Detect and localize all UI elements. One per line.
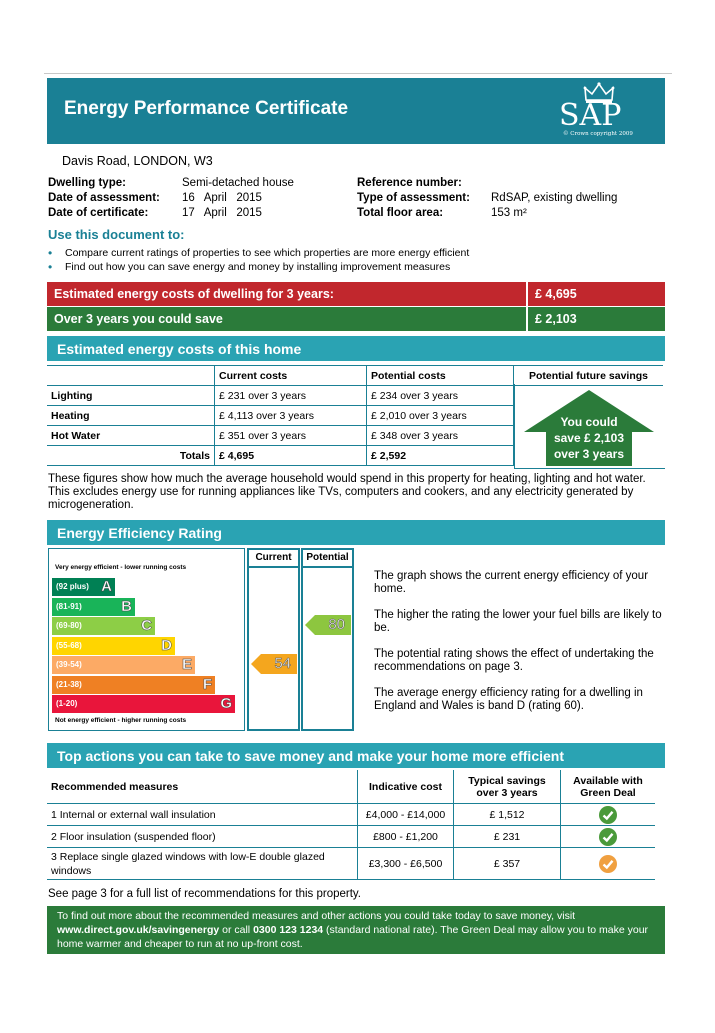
actions-section-heading [47,743,665,768]
band-letter: A [101,578,112,595]
current-rating-arrow [251,654,297,674]
column-header: Potential [303,550,352,568]
estimated-cost-label: Estimated energy costs of dwelling for 3 years: [54,287,334,301]
rating-band-f [52,676,215,694]
indicative-cost: £800 - £1,200 [358,826,454,848]
detail-label: Total floor area: [357,207,444,219]
potential-rating-arrow [305,615,351,635]
eer-paragraph: The graph shows the current energy efficiency of your home. [374,570,649,595]
use-document-list [48,246,469,274]
detail-value: RdSAP, existing dwelling [491,192,618,204]
scale-top-label: Very energy efficient - lower running costs [55,564,187,571]
footer-phone: 0300 123 1234 [253,924,324,936]
page-title: Energy Performance Certificate [64,98,349,119]
energy-efficiency-chart [48,548,355,731]
current-cost: £ 4,113 over 3 years [215,406,367,426]
footer-text [57,909,657,951]
measure-name: 1 Internal or external wall insulation [47,804,358,826]
costs-section-heading [47,336,665,361]
table-header-row [47,366,663,386]
table-row [47,848,655,880]
typical-saving: £ 1,512 [454,804,561,826]
header-cell: Recommended measures [47,770,358,804]
measure-name: 2 Floor insulation (suspended floor) [47,826,358,848]
band-range: (69-80) [56,621,82,630]
current-cost: £ 351 over 3 years [215,426,367,446]
rating-band-g [52,695,235,713]
green-deal-cell [561,826,656,848]
band-letter: E [181,656,192,673]
arrow-line: over 3 years [553,447,625,461]
check-icon [599,806,617,824]
check-icon [599,855,617,873]
sap-letters: SAP [559,98,622,133]
sap-logo [553,80,653,140]
green-deal-cell [561,848,656,880]
savings-arrow-text [524,414,654,462]
rating-value: 80 [328,616,345,633]
costs-description: These figures show how much the average household would spend in this property for heating, lighting and hot water. This excludes energy use for running appliances like TVs, computers and cookers, and any electricity generated by microgeneration. [48,473,646,511]
band-letter: C [141,617,152,634]
band-range: (55-68) [56,640,82,650]
footer-line2: (standard national rate). The Green Deal may allow you to make your home warmer and cheaper to run at no up-front cost. [57,924,649,950]
eer-paragraph: The average energy efficiency rating for a dwelling in England and Wales is band D (rating 60). [374,687,643,712]
detail-label: Dwelling type: [48,177,126,189]
indicative-cost: £3,300 - £6,500 [358,848,454,880]
header-cell: Potential future savings [514,366,664,386]
savings-value: £ 2,103 [535,312,577,326]
eer-explanation [374,570,666,726]
header-cell: Indicative cost [358,770,454,804]
potential-cost: £ 2,010 over 3 years [367,406,514,426]
crown-copyright: © Crown copyright 2009 [563,131,633,137]
potential-cost: £ 234 over 3 years [367,386,514,406]
measure-name: 3 Replace single glazed windows with low-E double glazed windows [47,848,358,880]
header-cell: Typical savings over 3 years [454,770,561,804]
band-letter: F [202,675,212,693]
detail-value: 17 April 2015 [182,207,262,219]
band-range: (1-20) [56,699,78,708]
savings-label: Over 3 years you could save [54,312,223,326]
rating-band-e [52,656,195,674]
eer-paragraph: The higher the rating the lower your fuel bills are likely to be. [374,609,662,634]
footer-banner [47,906,665,954]
savings-arrow [524,390,654,466]
band-range: (21-38) [56,679,82,689]
detail-label: Date of certificate: [48,207,149,219]
current-total: £ 4,695 [215,446,367,466]
savings-bar [47,307,665,331]
see-page-note: See page 3 for a full list of recommendations for this property. [48,888,361,900]
rating-band-b [52,598,135,616]
header-cell: Potential costs [367,366,514,386]
use-document-title: Use this document to: [48,227,185,242]
band-range: (92 plus) [56,582,89,591]
row-label: Heating [47,406,215,426]
potential-cost: £ 348 over 3 years [367,426,514,446]
section-title: Top actions you can take to save money and make your home more efficient [57,748,564,764]
arrow-line: You could [560,415,618,429]
band-range: (81-91) [56,601,82,611]
property-address: Davis Road, LONDON, W3 [62,154,213,168]
top-rule [44,73,672,74]
detail-label: Date of assessment: [48,192,160,204]
current-cost: £ 231 over 3 years [215,386,367,406]
footer-link[interactable]: www.direct.gov.uk/savingenergy [57,924,220,936]
totals-label: Totals [47,446,215,466]
typical-saving: £ 357 [454,848,561,880]
potential-column [301,548,354,731]
table-header-row [47,770,655,804]
header-cell [47,366,215,386]
row-label: Hot Water [47,426,215,446]
potential-total: £ 2,592 [367,446,514,466]
current-column [247,548,300,731]
band-letter: B [121,597,132,615]
detail-label: Reference number: [357,177,462,189]
green-deal-cell [561,804,656,826]
detail-value: Semi-detached house [182,177,294,189]
footer-mid: or call [219,924,254,936]
table-row [47,826,655,848]
arrow-line: save £ 2,103 [553,431,625,445]
footer-line1: To find out more about the recommended measures and other actions you could take today to save money, visit [57,910,576,922]
band-letter: D [161,636,172,654]
scale-bottom-label: Not energy efficient - higher running costs [55,717,187,724]
section-title: Estimated energy costs of this home [57,341,302,357]
eer-section-heading [47,520,665,545]
indicative-cost: £4,000 - £14,000 [358,804,454,826]
rating-value: 54 [274,655,291,672]
estimated-cost-bar [47,282,665,306]
table-row [47,804,655,826]
detail-value: 153 m² [491,207,527,219]
certificate-header [47,78,665,144]
band-range: (39-54) [56,660,82,669]
check-icon [599,828,617,846]
section-title: Energy Efficiency Rating [57,525,222,541]
list-item: • Find out how you can save energy and money by installing improvement measures [48,260,469,274]
rating-band-d [52,637,175,655]
column-header: Current [249,550,298,568]
recommended-measures-table [47,770,655,880]
eer-paragraph: The potential rating shows the effect of undertaking the recommendations on page 3. [374,648,654,673]
detail-label: Type of assessment: [357,192,470,204]
header-cell: Current costs [215,366,367,386]
rating-scale [48,548,245,731]
typical-saving: £ 231 [454,826,561,848]
header-cell: Available with Green Deal [561,770,656,804]
list-item: • Compare current ratings of properties to see which properties are more energy efficient [48,246,469,260]
rating-band-a [52,578,115,596]
row-label: Lighting [47,386,215,406]
band-letter: G [220,695,232,712]
rating-band-c [52,617,155,635]
estimated-cost-value: £ 4,695 [535,287,577,301]
detail-value: 16 April 2015 [182,192,262,204]
